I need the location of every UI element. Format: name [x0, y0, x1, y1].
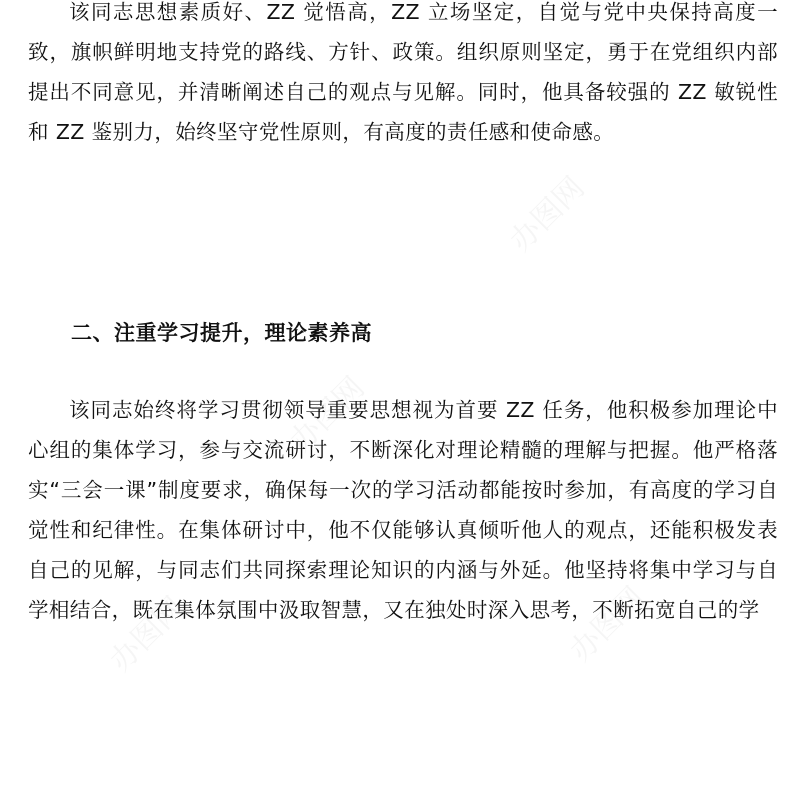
watermark: 办图网: [283, 370, 372, 459]
watermark: 办图网: [103, 590, 192, 679]
paragraph-study: 该同志始终将学习贯彻领导重要思想视为首要 ZZ 任务，他积极参加理论中心组的集体学习，参与交流研讨，不断深化对理论精髓的理解与把握。他严格落实“三会一课”制度要求，确保每一次的学习活动都能按时参加，有高度的学习自觉性和纪律性。在集体研讨中，他不仅能够认真倾听他人的观点，还能积极发表自己的见解，与同志们共同探索理论知识的内涵与外延。他坚持将集中学习与自学相结合，既在集体氛围中汲取智慧，又在独处时深入思考，不断拓宽自己的学: [28, 398, 778, 622]
paragraph-political-quality: 该同志思想素质好、ZZ 觉悟高，ZZ 立场坚定，自觉与党中央保持高度一致，旗帜鲜明地支持党的路线、方针、政策。组织原则坚定，勇于在党组织内部提出不同意见，并清晰阐述自己的观点与见解。同时，他具备较强的 ZZ 敏锐性和 ZZ 鉴别力，始终坚守党性原则，有高度的责任感和使命感。: [28, 0, 778, 144]
section-heading: 二、注重学习提升，理论素养高: [71, 321, 372, 345]
watermark: 办图网: [563, 580, 652, 669]
watermark: 办图网: [503, 170, 592, 259]
